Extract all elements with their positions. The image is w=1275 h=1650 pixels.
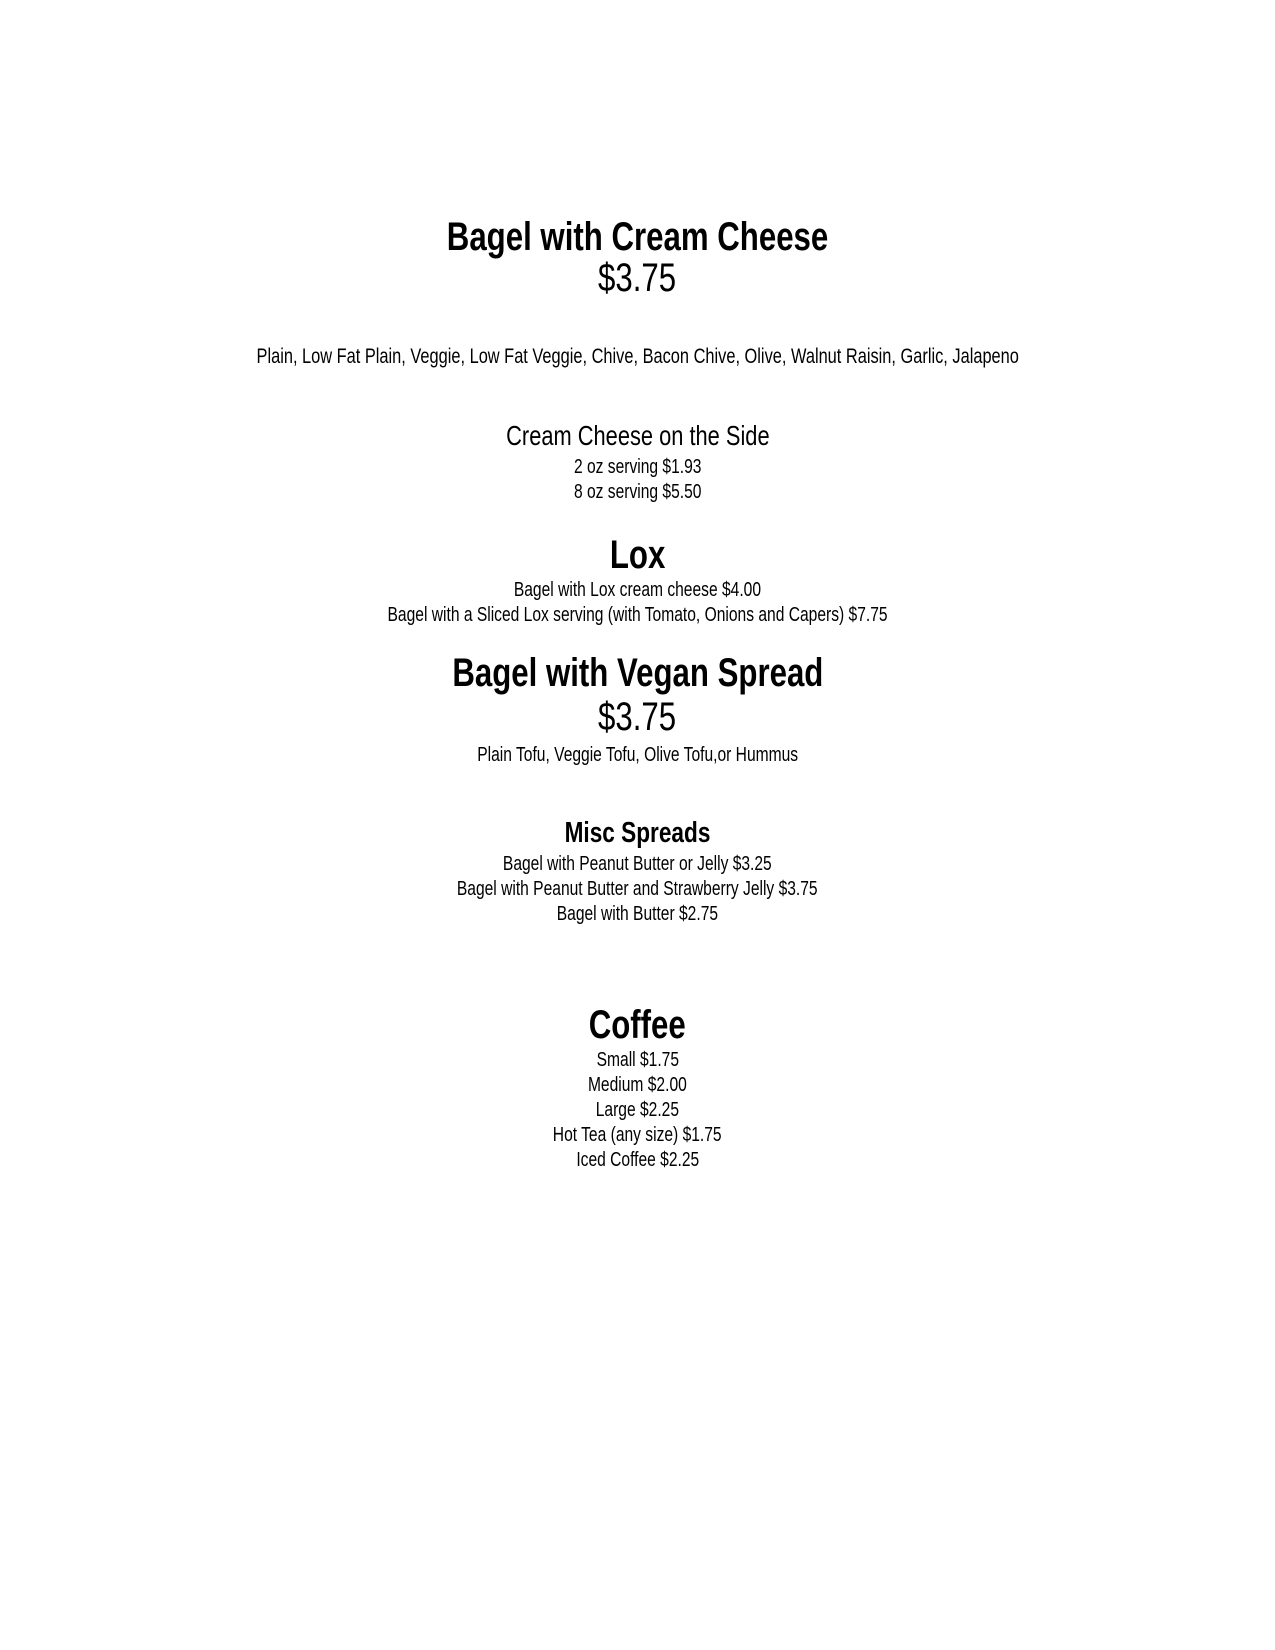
cream-cheese-title-row	[0, 214, 1275, 260]
lox-title-row	[0, 532, 1275, 578]
cream-cheese-flavors: Plain, Low Fat Plain, Veggie, Low Fat Veggie, Chive, Bacon Chive, Olive, Walnut Raisin, Garlic, Jalapeno	[256, 345, 1019, 368]
misc-item: Bagel with Peanut Butter and Strawberry Jelly $3.75	[457, 878, 818, 900]
coffee-item-row	[0, 1048, 1275, 1073]
vegan-title-row	[0, 650, 1275, 696]
misc-item-row	[0, 877, 1275, 902]
coffee-item-row	[0, 1098, 1275, 1123]
side-item-row	[0, 480, 1275, 505]
coffee-item: Medium $2.00	[588, 1074, 687, 1096]
misc-item: Bagel with Peanut Butter or Jelly $3.25	[503, 853, 772, 875]
lox-item: Bagel with a Sliced Lox serving (with Tomato, Onions and Capers) $7.75	[387, 604, 888, 626]
misc-title-row	[0, 817, 1275, 849]
misc-item: Bagel with Butter $2.75	[556, 903, 719, 925]
coffee-title-row	[0, 1002, 1275, 1048]
side-item-row	[0, 455, 1275, 480]
coffee-item: Small $1.75	[596, 1049, 679, 1071]
side-title-row	[0, 420, 1275, 452]
coffee-item: Iced Coffee $2.25	[576, 1149, 699, 1171]
misc-item-row	[0, 852, 1275, 877]
vegan-title: Bagel with Vegan Spread	[451, 651, 824, 695]
coffee-item: Hot Tea (any size) $1.75	[553, 1124, 722, 1146]
vegan-price: $3.75	[598, 695, 677, 739]
vegan-flavors: Plain Tofu, Veggie Tofu, Olive Tofu,or Hummus	[477, 744, 798, 766]
cream-cheese-price: $3.75	[598, 256, 677, 300]
misc-item-row	[0, 902, 1275, 927]
side-title: Cream Cheese on the Side	[505, 420, 770, 451]
lox-item-row	[0, 603, 1275, 628]
lox-item: Bagel with Lox cream cheese $4.00	[513, 579, 762, 601]
side-item: 2 oz serving $1.93	[573, 456, 702, 478]
cream-cheese-flavors-row	[0, 344, 1275, 370]
coffee-title: Coffee	[588, 1003, 687, 1047]
misc-title: Misc Spreads	[564, 817, 711, 849]
vegan-flavors-row	[0, 743, 1275, 768]
coffee-item-row	[0, 1073, 1275, 1098]
coffee-item-row	[0, 1123, 1275, 1148]
coffee-item: Large $2.25	[595, 1099, 680, 1121]
lox-item-row	[0, 578, 1275, 603]
cream-cheese-price-row	[0, 256, 1275, 300]
vegan-price-row	[0, 695, 1275, 739]
lox-title: Lox	[609, 533, 666, 577]
side-item: 8 oz serving $5.50	[573, 481, 702, 503]
cream-cheese-title: Bagel with Cream Cheese	[446, 215, 829, 259]
coffee-item-row	[0, 1148, 1275, 1173]
